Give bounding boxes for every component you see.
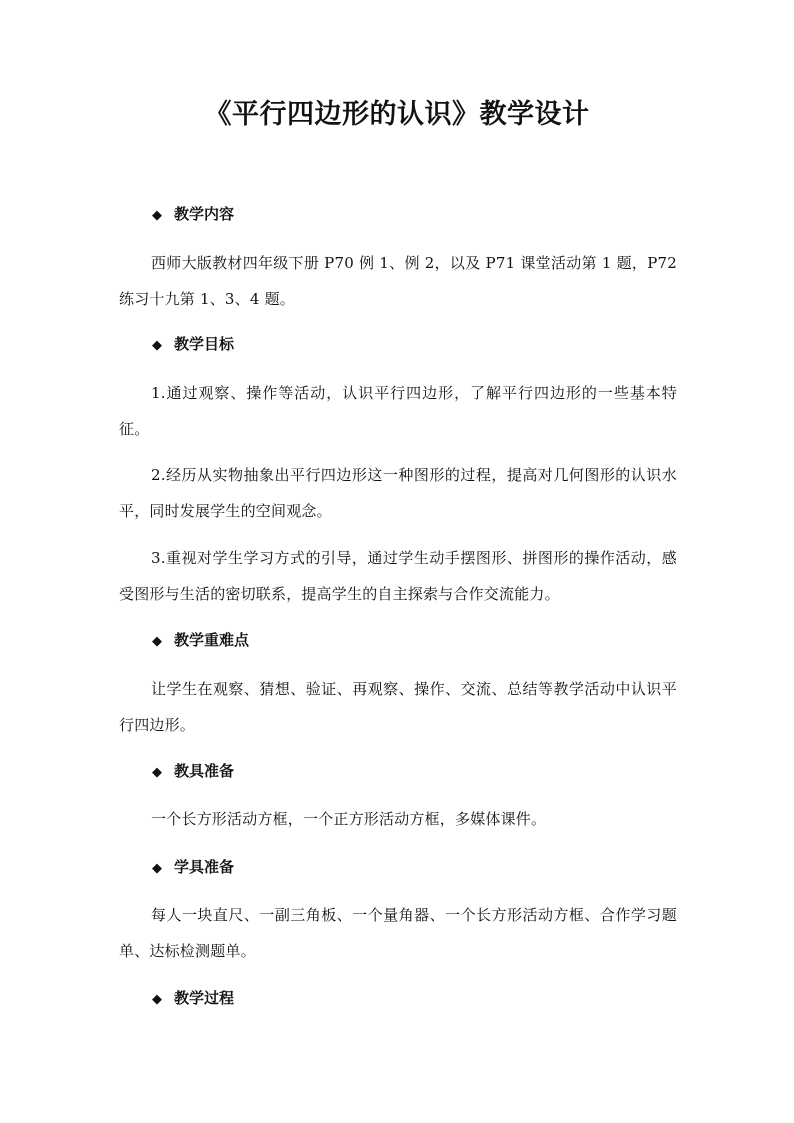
- section-heading-key-points: [150, 630, 249, 650]
- section-heading-student-tools: [150, 857, 234, 877]
- section-heading-label: 教学过程: [174, 989, 235, 1007]
- paragraph-key-points: 让学生在观察、猜想、验证、再观察、操作、交流、总结等教学活动中认识平行四边形。: [119, 680, 677, 734]
- section-heading-label: 教学目标: [174, 335, 235, 353]
- section-heading-label: 教学重难点: [174, 631, 250, 649]
- paragraph-goal-1: 1.通过观察、操作等活动，认识平行四边形，了解平行四边形的一些基本特征。: [119, 384, 677, 438]
- diamond-bullet-icon: ◆: [152, 861, 162, 876]
- section-heading-teaching-content: [150, 204, 234, 224]
- paragraph-teaching-content: 西师大版教材四年级下册 P70 例 1、例 2，以及 P71 课堂活动第 1 题，P72 练习十九第 1、3、4 题。: [119, 254, 677, 308]
- section-heading-teaching-process: [150, 988, 234, 1008]
- paragraph-goal-2: 2.经历从实物抽象出平行四边形这一种图形的过程，提高对几何图形的认识水平，同时发展学生的空间观念。: [119, 466, 677, 520]
- paragraph-student-tools: 每人一块直尺、一副三角板、一个量角器、一个长方形活动方框、合作学习题单、达标检测题单。: [119, 906, 677, 960]
- section-heading-label: 学具准备: [174, 858, 235, 876]
- document-title: 《平行四边形的认识》教学设计: [204, 99, 590, 130]
- section-heading-teaching-goals: [150, 334, 234, 354]
- diamond-bullet-icon: ◆: [152, 634, 162, 649]
- diamond-bullet-icon: ◆: [152, 765, 162, 780]
- diamond-bullet-icon: ◆: [152, 338, 162, 353]
- section-heading-label: 教具准备: [174, 762, 235, 780]
- paragraph-teaching-aids: 一个长方形活动方框，一个正方形活动方框，多媒体课件。: [151, 810, 547, 828]
- diamond-bullet-icon: ◆: [152, 992, 162, 1007]
- paragraph-goal-3: 3.重视对学生学习方式的引导，通过学生动手摆图形、拼图形的操作活动，感受图形与生活的密切联系，提高学生的自主探索与合作交流能力。: [119, 549, 677, 603]
- diamond-bullet-icon: ◆: [152, 208, 162, 223]
- section-heading-label: 教学内容: [174, 205, 235, 223]
- section-heading-teaching-aids: [150, 761, 234, 781]
